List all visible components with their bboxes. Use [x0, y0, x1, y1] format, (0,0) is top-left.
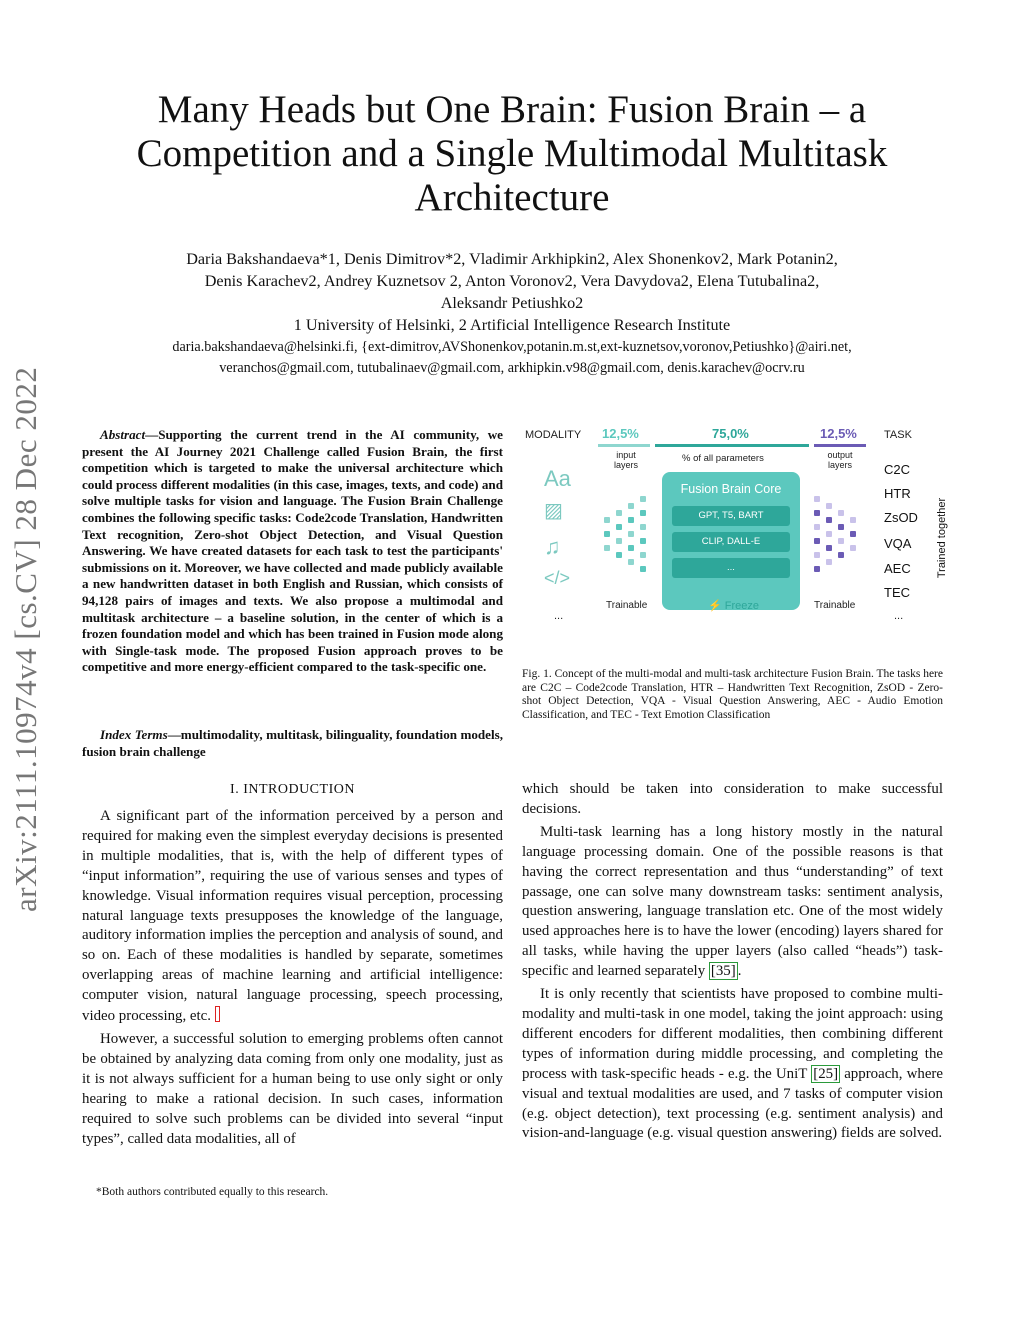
output-layers-label: output layers: [827, 450, 853, 470]
input-layers-label: input layers: [613, 450, 638, 470]
modality-ellipsis: ...: [554, 610, 564, 622]
layer-dot: [850, 545, 856, 551]
layer-dot: [838, 538, 844, 544]
trainable-right-label: Trainable: [814, 600, 856, 611]
layer-dot: [814, 552, 820, 558]
layer-dot: [628, 559, 634, 565]
arxiv-stamp: arXiv:2111.10974v4 [cs.CV] 28 Dec 2022: [8, 366, 43, 912]
paragraph: [82, 807, 503, 1027]
pct-output: 12,5%: [820, 426, 857, 441]
layer-dot: [826, 517, 832, 523]
citation-link[interactable]: [35]: [710, 963, 736, 980]
core-model-more: ...: [672, 558, 790, 578]
pct-input: 12,5%: [602, 426, 639, 441]
layer-dot: [838, 510, 844, 516]
footnote: *Both authors contributed equally to this research.: [96, 1186, 329, 1198]
modality-label: MODALITY: [525, 429, 582, 441]
pct-core: 75,0%: [712, 426, 749, 441]
layer-dot: [640, 524, 646, 530]
layer-dot: [814, 538, 820, 544]
task-item: TEC: [884, 585, 910, 600]
trainable-left-label: Trainable: [606, 600, 648, 611]
index-terms-label: Index Terms: [100, 727, 168, 742]
layer-dot: [850, 517, 856, 523]
freeze-label: [708, 599, 759, 612]
layer-dot: [850, 531, 856, 537]
layer-dot: [640, 538, 646, 544]
task-item: VQA: [884, 536, 912, 551]
authors-line-3: Aleksandr Petiushko2: [440, 294, 584, 312]
core-title: Fusion Brain Core: [680, 482, 782, 496]
fusion-brain-core: [662, 472, 800, 610]
image-modality-icon: ▨: [544, 500, 563, 522]
citation-marker[interactable]: [215, 1006, 220, 1022]
paragraph: Multi-task learning has a long history mostly in the natural language processing domain. One of the possible reasons is that having the correct representation and thus “understanding” of text passage, one can solve many downstream tasks: sentiment analysis, question answering, language translation etc. One of the most widely used approaches here is to have the lower (encoding) layers shared for all tasks, while having the upper layers (also called “heads”) task-specific and learned separately [35] .: [522, 823, 943, 980]
code-modality-icon: </>: [544, 568, 571, 588]
left-column-text: [82, 807, 503, 1152]
output-bar: [814, 444, 866, 447]
layer-dot: [604, 531, 610, 537]
paragraph: However, a successful solution to emerging problems often cannot be obtained by analyzing data coming from only one modality, just as it is not always sufficient for a human being to use only sight or only hearing to make a rational decision. In such cases, information required to solve such problems can be divided into several “input types”, called data modalities, all of: [82, 1030, 503, 1147]
layer-dot: [628, 517, 634, 523]
layer-dot: [640, 566, 646, 572]
figure-caption: Fig. 1. Concept of the multi-modal and multi-task architecture Fusion Brain. The tasks here are C2C – Code2code Translation, HTR – Handwritten Text Recognition, ZsOD - Zero-shot Object Detection, VQA - Visual Question Answering, AEC - Audio Emotion Classification, and TEC - Text Emotion Classification: [522, 668, 943, 721]
emails-line-1: daria.bakshandaeva@helsinki.fi, {ext-dimitrov,AVShonenkov,potanin.m.st,ext-kuznetsov,voronov,Petiushko}@airi.net,: [172, 339, 852, 355]
task-item: C2C: [884, 462, 911, 477]
layer-dot: [826, 545, 832, 551]
layer-dot: [616, 524, 622, 530]
freeze-text: Freeze: [724, 600, 760, 612]
layer-dot: [628, 503, 634, 509]
authors-line-2: Denis Karachev2, Andrey Kuznetsov 2, Anton Voronov2, Vera Davydova2, Elena Tutubalina2,: [204, 272, 820, 290]
task-item: HTR: [884, 486, 911, 501]
layer-dot: [628, 531, 634, 537]
paragraph-text: A significant part of the information perceived by a person and required for making even the simplest everyday decisions is presented in multiple modalities, that is, with the help of different types of “input information”, requiring the use of various senses and types of knowledge. Visual information requires visual perception, processing natural language texts presupposes the knowledge of the language, auditory information implies the perception and analysis of sound, and so on. Each of these modalities is handled by separate, sometimes overlapping areas of machine learning and artificial intelligence: computer vision, natural language processing, speech processing, video processing, etc.: [82, 808, 503, 1025]
abstract-text: —Supporting the current trend in the AI community, we present the AI Journey 2021 Challenge called Fusion Brain, the first competition which is targeted to make the universal architecture which could process different modalities (in this case, images, texts, and code) and solve multiple tasks for vision and language. The Fusion Brain Challenge combines the following specific tasks: Code2code Translation, Handwritten Text recognition, Zero-shot Object Detection, and Visual Question Answering. We have created datasets for each task to test the participants' submissions on it. Moreover, we have collected and made publicly available a new handwritten dataset in both English and Russian, which consists of 94,128 pairs of images and texts. We also propose a multimodal and multitask architecture – a baseline solution, in the center of which is a frozen foundation model and which has been trained in Fusion mode along with Single-task mode. The proposed Fusion approach proves to be competitive and more energy-efficient compared to the task-specific one.: [82, 427, 503, 675]
layer-dot: [616, 552, 622, 558]
layer-dot: [616, 510, 622, 516]
layer-dot: [826, 559, 832, 565]
trained-together-label: Trained together: [936, 497, 948, 579]
core-model-clip: CLIP, DALL-E: [672, 532, 790, 552]
layer-dot: [814, 566, 820, 572]
paper-title: Many Heads but One Brain: Fusion Brain – a Competition and a Single Multimodal Multitask Architecture: [136, 88, 888, 219]
core-model-gpt: GPT, T5, BART: [672, 506, 790, 526]
task-item: AEC: [884, 561, 911, 576]
audio-modality-icon: ♫: [544, 534, 561, 559]
index-terms-text: —multimodality, multitask, bilinguality, foundation models, fusion brain challenge: [82, 727, 503, 759]
layer-dot: [838, 524, 844, 530]
lightning-icon: ⚡: [708, 600, 722, 612]
input-bar: [598, 444, 650, 447]
abstract: [82, 427, 503, 676]
layer-dot: [814, 524, 820, 530]
paragraph-text: Multi-task learning has a long history mostly in the natural language processing domain. One of the possible reasons is that having the correct representation and thus “understanding” of text passage, one can solve many downstream tasks: sentiment analysis, question answering, language translation etc. One of the most widely used approaches here is to have the lower (encoding) layers shared for all tasks, while having the upper layers (also called “heads”) task-specific and learned separately: [522, 823, 943, 980]
paragraph-text: approach, where visual and textual modalities are used, and 7 tasks of computer vision (e.g. object detection), text processing (e.g. sentiment analysis) and vision-and-language (e.g. visual question answering) fields are solved.: [522, 1065, 943, 1142]
layer-dot: [616, 538, 622, 544]
paragraph-text: It is only recently that scientists have proposed to combine multi-modality and multi-task in one model, taking the joint approach: using different encoders for different modalities, then combining different types of information during middle processing, and completing the process with task-specific heads - e.g. the UniT: [522, 986, 943, 1082]
task-label: TASK: [884, 429, 912, 441]
layer-dot: [838, 552, 844, 558]
core-bar: [655, 444, 809, 447]
authors-line-1: Daria Bakshandaeva*1, Denis Dimitrov*2, Vladimir Arkhipkin2, Alex Shonenkov2, Mark Potanin2,: [186, 250, 838, 268]
right-column-text: [522, 780, 943, 1147]
citation-link[interactable]: [25]: [813, 1065, 839, 1082]
affiliations: 1 University of Helsinki, 2 Artificial Intelligence Research Institute: [293, 316, 731, 334]
figure-fusion-brain: [522, 420, 946, 660]
section-heading-introduction: I. INTRODUCTION: [230, 782, 355, 797]
layer-dot: [814, 510, 820, 516]
layer-dot: [604, 545, 610, 551]
layer-dot: [628, 545, 634, 551]
layer-dot: [604, 517, 610, 523]
layer-dot: [640, 552, 646, 558]
layer-dot: [814, 496, 820, 502]
emails-line-2: veranchos@gmail.com, tutubalinaev@gmail.com, arkhipkin.v98@gmail.com, denis.karachev@ocrv.ru: [219, 360, 805, 376]
paragraph: which should be taken into consideration to make successful decisions.: [522, 781, 943, 817]
task-item: ZsOD: [884, 510, 918, 525]
layer-dot: [826, 531, 832, 537]
task-ellipsis: ...: [894, 610, 904, 622]
index-terms: [82, 727, 503, 760]
abstract-label: Abstract: [100, 427, 146, 442]
layer-dot: [640, 496, 646, 502]
text-modality-icon: Aa: [544, 466, 571, 491]
paragraph: [522, 985, 943, 1144]
layer-dot: [826, 503, 832, 509]
layer-dot: [640, 510, 646, 516]
all-params-label: % of all parameters: [682, 453, 764, 464]
